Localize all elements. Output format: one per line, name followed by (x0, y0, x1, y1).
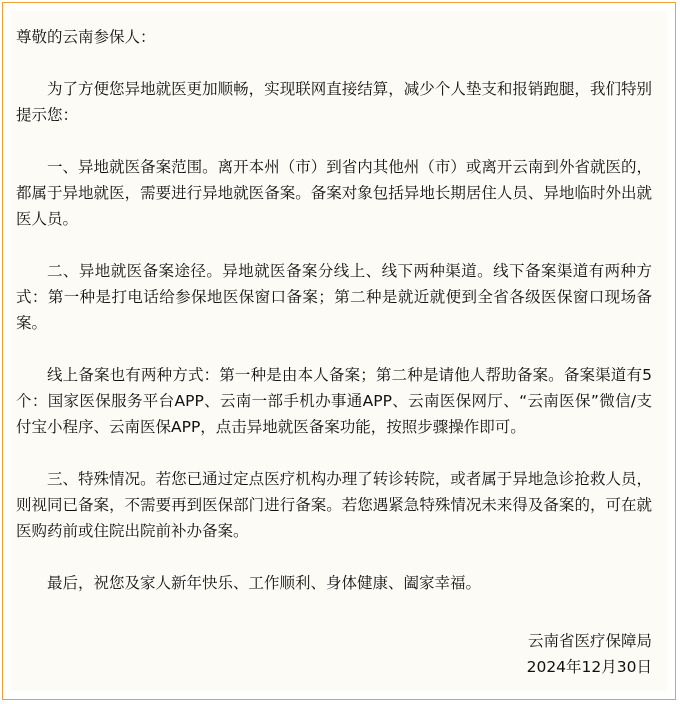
section-channels-paragraph: 二、异地就医备案途径。异地就医备案分线上、线下两种渠道。线下备案渠道有两种方式：第一种是打电话给参保地医保窗口备案；第二种是就近就便到全省各级医保窗口现场备案。 (16, 262, 652, 332)
greeting: 尊敬的云南参保人： (16, 28, 156, 46)
signature-date: 2024年12月30日 (526, 658, 652, 676)
section-special-paragraph: 三、特殊情况。若您已通过定点医疗机构办理了转诊转院，或者属于异地急诊抢救人员，则视同已备案，不需要再到医保部门进行备案。若您遇紧急特殊情况未来得及备案的，可在就医购药前或住院出院前补办备案。 (16, 470, 652, 540)
notice-body (16, 24, 652, 622)
signature-block (527, 628, 652, 680)
closing-paragraph: 最后，祝您及家人新年快乐、工作顺利、身体健康、阖家幸福。 (47, 574, 482, 592)
online-channels-paragraph: 线上备案也有两种方式：第一种是由本人备案；第二种是请他人帮助备案。备案渠道有5个：国家医保服务平台APP、云南一部手机办事通APP、云南医保网厅、“云南医保”微信/支付宝小程序、云南医保APP，点击异地就医备案功能，按照步骤操作即可。 (16, 366, 652, 436)
section-scope-paragraph: 一、异地就医备案范围。离开本州（市）到省内其他州（市）或离开云南到外省就医的，都属于异地就医，需要进行异地就医备案。备案对象包括异地长期居住人员、异地临时外出就医人员。 (16, 158, 652, 228)
signature-organization: 云南省医疗保障局 (527, 632, 652, 650)
intro-paragraph: 为了方便您异地就医更加顺畅，实现联网直接结算，减少个人垫支和报销跑腿，我们特别提示您： (16, 80, 652, 124)
